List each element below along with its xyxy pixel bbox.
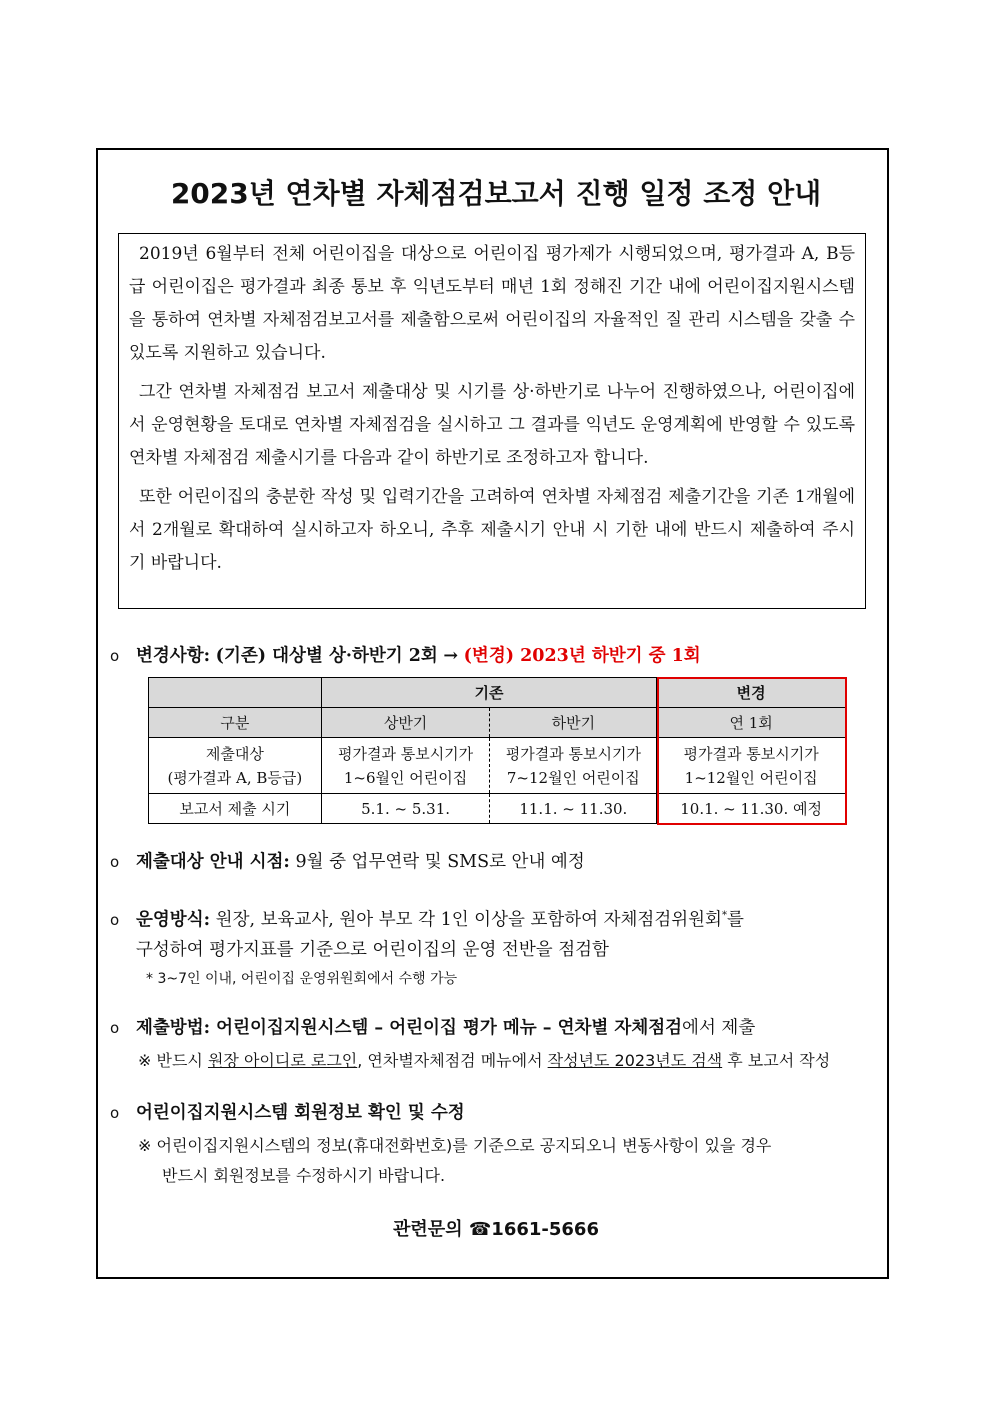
col-yearly: 연 1회 <box>657 708 846 738</box>
operation-section <box>110 901 744 965</box>
cell-line: 7~12월인 어린이집 <box>506 768 640 787</box>
row-label-line2: (평가결과 A, B등급) <box>167 768 303 787</box>
col-first-half: 상반기 <box>321 708 490 738</box>
cell-line: 평가결과 통보시기가 <box>505 744 641 763</box>
method-section <box>110 1013 755 1043</box>
member-note-1: ※ 어린이집지원시스템의 정보(휴대전화번호)를 기준으로 공지되오니 변동사항이 있을 경우 <box>138 1136 772 1155</box>
member-label: 어린이집지원시스템 회원정보 확인 및 수정 <box>136 1103 465 1123</box>
change-label: 변경사항: <box>136 646 211 666</box>
col-category: 구분 <box>149 708 322 738</box>
intro-paragraph-1: 2019년 6월부터 전체 어린이집을 대상으로 어린이집 평가제가 시행되었으며, 평가결과 A, B등급 어린이집은 평가결과 최종 통보 후 익년도부터 매년 1회 정해진 기간 내에 어린이집지원시스템을 통하여 연차별 자체점검보고서를 제출함으로써 어린이집의 자율적인 질 관리 시스템을 갖출 수 있도록 지원하고 있습니다. <box>129 244 855 363</box>
table-header-row <box>149 708 846 738</box>
operation-text-1: 원장, 보육교사, 원아 부모 각 1인 이상을 포함하여 자체점검위원회 <box>215 909 722 930</box>
row-label-line1: 제출대상 <box>205 744 264 763</box>
notice-text: 9월 중 업무연락 및 SMS로 안내 예정 <box>295 852 585 872</box>
method-note-mid: , 연차별자체점검 메뉴에서 <box>357 1051 543 1070</box>
footnote-mark: * <box>721 910 727 921</box>
method-note-end: 후 보고서 작성 <box>727 1051 831 1070</box>
change-section <box>110 641 701 671</box>
bullet-icon: o <box>110 1104 120 1122</box>
schedule-table <box>148 677 846 824</box>
page-title: 2023년 연차별 자체점검보고서 진행 일정 조정 안내 <box>170 177 822 210</box>
member-section <box>110 1098 465 1128</box>
cell-first-half-period: 5.1. ~ 5.31. <box>321 794 490 824</box>
cell-yearly-target <box>657 738 846 794</box>
cell-line: 평가결과 통보시기가 <box>683 744 819 763</box>
operation-text-2: 구성하여 평가지표를 기준으로 어린이집의 운영 전반을 점검함 <box>136 939 609 960</box>
change-before: (기존) 대상별 상·하반기 2회 <box>215 646 438 666</box>
operation-text-1b: 를 <box>726 909 744 930</box>
member-note-2: 반드시 회원정보를 수정하시기 바랍니다. <box>162 1166 446 1185</box>
contact-label: 관련문의 <box>393 1219 463 1240</box>
cell-second-half-period: 11.1. ~ 11.30. <box>490 794 657 824</box>
operation-note: * 3~7인 이내, 어린이집 운영위원회에서 수행 가능 <box>146 971 458 987</box>
change-after: (변경) 2023년 하반기 중 1회 <box>463 646 701 666</box>
cell-second-half-target <box>490 738 657 794</box>
table-corner-cell <box>149 678 322 708</box>
notice-section <box>110 847 585 877</box>
row-label-target <box>149 738 322 794</box>
intro-paragraph-3: 또한 어린이집의 충분한 작성 및 입력기간을 고려하여 연차별 자체점검 제출기간을 기존 1개월에서 2개월로 확대하여 실시하고자 하오니, 추후 제출시기 안내 시 기한 내에 반드시 제출하여 주시기 바랍니다. <box>129 487 855 573</box>
contact-info <box>0 1215 992 1241</box>
group-changed: 변경 <box>657 678 846 708</box>
group-existing: 기존 <box>321 678 657 708</box>
bullet-icon: o <box>110 1019 120 1037</box>
table-row <box>149 738 846 794</box>
bullet-icon: o <box>110 853 120 871</box>
intro-box <box>118 233 866 609</box>
cell-line: 1~12월인 어린이집 <box>684 768 818 787</box>
table-row <box>149 794 846 824</box>
table-group-row <box>149 678 846 708</box>
col-second-half: 하반기 <box>490 708 657 738</box>
method-note-login: 원장 아이디로 로그인 <box>207 1051 358 1070</box>
arrow-icon: → <box>443 646 459 666</box>
method-label: 제출방법: 어린이집지원시스템 – 어린이집 평가 메뉴 – 연차별 자체점검 <box>136 1018 683 1038</box>
phone-icon: ☎ <box>468 1219 492 1240</box>
method-note-search: 작성년도 2023년도 검색 <box>547 1051 723 1070</box>
cell-yearly-period: 10.1. ~ 11.30. 예정 <box>657 794 846 824</box>
contact-phone: 1661-5666 <box>491 1219 599 1240</box>
method-note <box>138 1046 830 1076</box>
bullet-icon: o <box>110 910 120 929</box>
bullet-icon: o <box>110 647 120 665</box>
row-label-period: 보고서 제출 시기 <box>149 794 322 824</box>
notice-label: 제출대상 안내 시점: <box>136 852 290 872</box>
cell-first-half-target <box>321 738 490 794</box>
cell-line: 평가결과 통보시기가 <box>337 744 474 763</box>
method-note-mark: ※ 반드시 <box>138 1051 203 1070</box>
intro-paragraph-2: 그간 연차별 자체점검 보고서 제출대상 및 시기를 상·하반기로 나누어 진행하였으나, 어린이집에서 운영현황을 토대로 연차별 자체점검을 실시하고 그 결과를 익년도 운영계획에 반영할 수 있도록 연차별 자체점검 제출시기를 다음과 같이 하반기로 조정하고자 합니다. <box>129 382 855 468</box>
operation-label: 운영방식: <box>136 909 211 930</box>
cell-line: 1~6월인 어린이집 <box>343 768 468 787</box>
method-suffix: 에서 제출 <box>682 1018 756 1038</box>
